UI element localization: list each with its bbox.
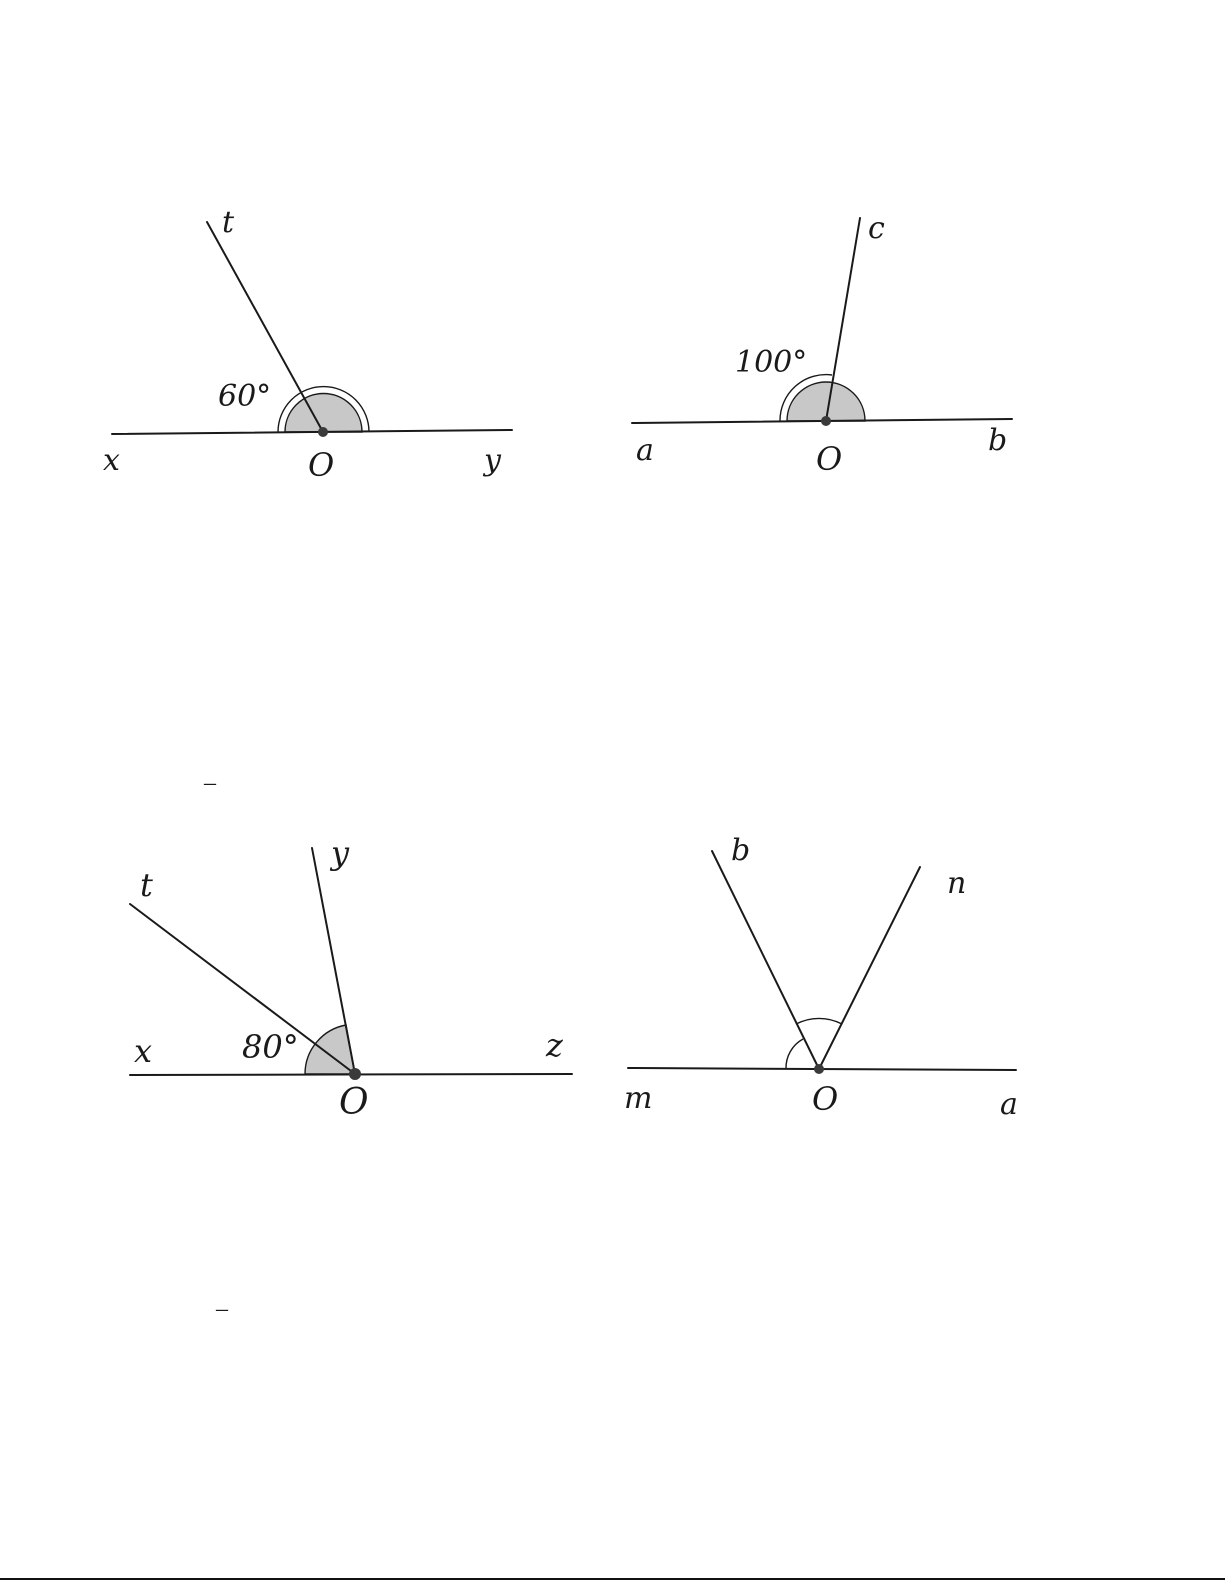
fig3-label-t: t (140, 866, 153, 904)
fig4-label-a: a (1000, 1087, 1018, 1122)
fig4-vertex-point (814, 1064, 824, 1074)
fig2-label-b: b (988, 423, 1008, 458)
page-bottom-border (0, 1578, 1225, 1580)
figure-1-angle-xot (103, 205, 512, 484)
figure-3-angle-xot (130, 834, 572, 1123)
fig1-vertex-point (318, 427, 328, 437)
fig4-ray-ob (712, 851, 819, 1069)
figure-2-angle-aoc (632, 211, 1012, 478)
fig4-angle-mob-arc (786, 1039, 803, 1069)
dash-mark-2: – (216, 1296, 228, 1322)
fig1-label-t: t (222, 205, 235, 240)
fig4-label-n: n (947, 866, 967, 901)
fig2-label-a: a (636, 433, 654, 468)
fig1-angle-label: 60° (218, 379, 272, 414)
fig1-label-x: x (103, 443, 120, 478)
fig1-label-o: O (308, 446, 335, 484)
fig1-label-y: y (484, 443, 501, 478)
fig3-label-y: y (331, 834, 350, 872)
fig4-ray-on (819, 867, 920, 1069)
dash-mark-1: – (204, 770, 216, 796)
fig4-label-b: b (731, 833, 751, 868)
fig2-angle-label: 100° (735, 345, 808, 380)
fig3-label-o: O (339, 1082, 369, 1123)
fig1-angle-yot-sector (285, 394, 362, 433)
fig4-label-m: m (624, 1081, 653, 1116)
fig4-angle-bon-arc (796, 1018, 842, 1024)
fig3-vertex-point (349, 1068, 361, 1080)
figure-4-angle-bon (624, 833, 1018, 1122)
fig2-vertex-point (821, 416, 831, 426)
fig4-label-o: O (812, 1080, 839, 1118)
fig3-label-x: x (134, 1032, 153, 1070)
fig3-label-z: z (546, 1026, 563, 1064)
fig3-angle-label: 80° (242, 1028, 299, 1066)
fig2-label-o: O (816, 440, 843, 478)
fig2-label-c: c (868, 211, 885, 246)
